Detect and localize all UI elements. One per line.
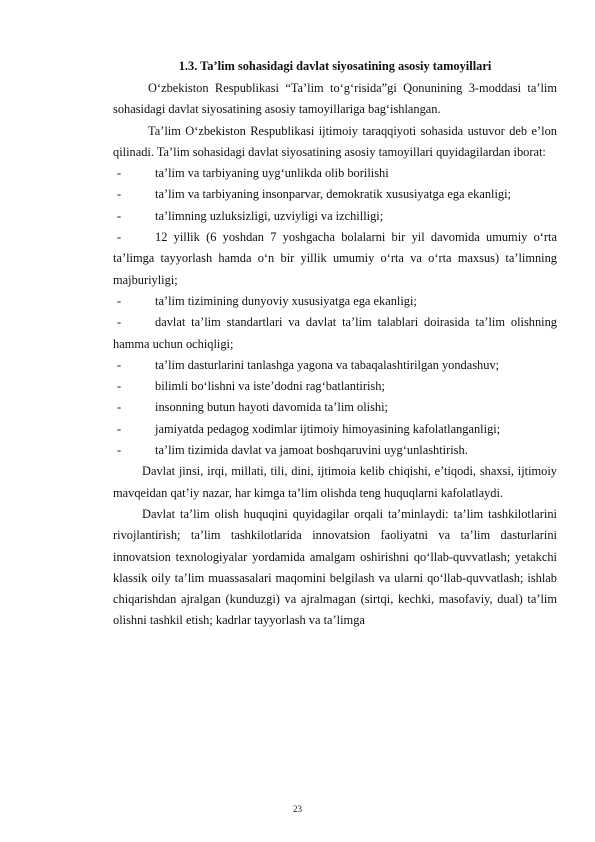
list-item-text: bilimli bo‘lishni va iste’dodni rag‘batlantirish; xyxy=(155,379,385,394)
list-item xyxy=(113,206,557,227)
list-item xyxy=(113,440,557,461)
list-item-text: ta’lim dasturlarini tanlashga yagona va tabaqalashtirilgan yondashuv; xyxy=(155,357,500,372)
list-item-text: ta’limning uzluksizligi, uzviyligi va izchilligi; xyxy=(155,208,384,223)
principles-list xyxy=(113,163,557,461)
list-item xyxy=(113,355,557,376)
bullet-dash: - xyxy=(117,443,122,458)
outro-paragraph-2: Davlat ta’lim olish huquqini quyidagilar orqali ta’minlaydi: ta’lim tashkilotlarini rivojlantirish; ta’lim tashkilotlarida innovatsion faoliyatni va ta’lim dasturlarini innovatsion texnologiyalar yordamida amalgam oshirishni qo‘llab-quvvatlash; yetakchi klassik oily ta’lim muassasalari maqomini belgilash va ularni qo‘llab-quvvatlash; ishlab chiqarishdan ajralgan (kunduzgi) va ajralmagan (sirtqi, kechki, masofaviy, dual) ta’lim olishni tashkil etish; kadrlar tayyorlash va ta’limga xyxy=(113,506,557,628)
bullet-dash: - xyxy=(117,315,122,330)
list-item xyxy=(113,163,557,184)
list-item xyxy=(113,376,557,397)
bullet-dash: - xyxy=(117,400,122,415)
page-number: 23 xyxy=(293,804,302,814)
list-item xyxy=(113,184,557,205)
bullet-dash: - xyxy=(117,166,122,181)
bullet-dash: - xyxy=(117,293,122,308)
bullet-dash: - xyxy=(117,230,122,245)
list-item xyxy=(113,419,557,440)
bullet-dash: - xyxy=(117,379,122,394)
intro-paragraph-1: O‘zbekiston Respublikasi “Ta’lim to‘g‘risida”gi Qonunining 3-moddasi ta’lim sohasidagi davlat siyosatining asosiy tamoyillariga bag‘ishlangan. xyxy=(113,81,557,117)
list-item-text: ta’lim va tarbiyaning insonparvar, demokratik xususiyatga ega ekanligi; xyxy=(155,187,511,202)
list-item-text: 12 yillik (6 yoshdan 7 yoshgacha bolalarni bir yil davomida umumiy o‘rta ta’limga tayyorlash hamda o‘n bir yillik umumiy o‘rta va o‘rta maxsus) ta’limning majburiyligi; xyxy=(113,230,557,287)
intro-paragraph-2: Ta’lim O‘zbekiston Respublikasi ijtimoiy taraqqiyoti sohasida ustuvor deb e’lon qilinadi. Ta’lim sohasidagi davlat siyosatining asosiy tamoyillari quyidagilardan iborat: xyxy=(113,123,557,159)
list-item-text: ta’lim va tarbiyaning uyg‘unlikda olib borilishi xyxy=(155,166,389,181)
list-item-text: davlat ta’lim standartlari va davlat ta’lim talablari doirasida ta’lim olishning hamma uchun ochiqligi; xyxy=(113,315,557,351)
bullet-dash: - xyxy=(117,421,122,436)
list-item-text: jamiyatda pedagog xodimlar ijtimoiy himoyasining kafolatlanganligi; xyxy=(155,421,501,436)
bullet-dash: - xyxy=(117,357,122,372)
list-item-text: ta’lim tizimida davlat va jamoat boshqaruvini uyg‘unlashtirish. xyxy=(155,443,468,458)
list-item xyxy=(113,312,557,355)
bullet-dash: - xyxy=(117,208,122,223)
outro-paragraph-1: Davlat jinsi, irqi, millati, tili, dini, ijtimoia kelib chiqishi, e’tiqodi, shaxsi, ijtimoiy mavqeidan qat’iy nazar, har kimga ta’lim olishda teng huquqlarni kafolatlaydi. xyxy=(113,464,557,500)
list-item-text: ta’lim tizimining dunyoviy xususiyatga ega ekanligi; xyxy=(155,293,417,308)
document-page xyxy=(113,56,557,632)
list-item xyxy=(113,397,557,418)
section-heading: 1.3. Ta’lim sohasidagi davlat siyosatining asosiy tamoyillari xyxy=(178,59,492,73)
list-item xyxy=(113,227,557,291)
bullet-dash: - xyxy=(117,187,122,202)
list-item xyxy=(113,291,557,312)
list-item-text: insonning butun hayoti davomida ta’lim olishi; xyxy=(155,400,388,415)
